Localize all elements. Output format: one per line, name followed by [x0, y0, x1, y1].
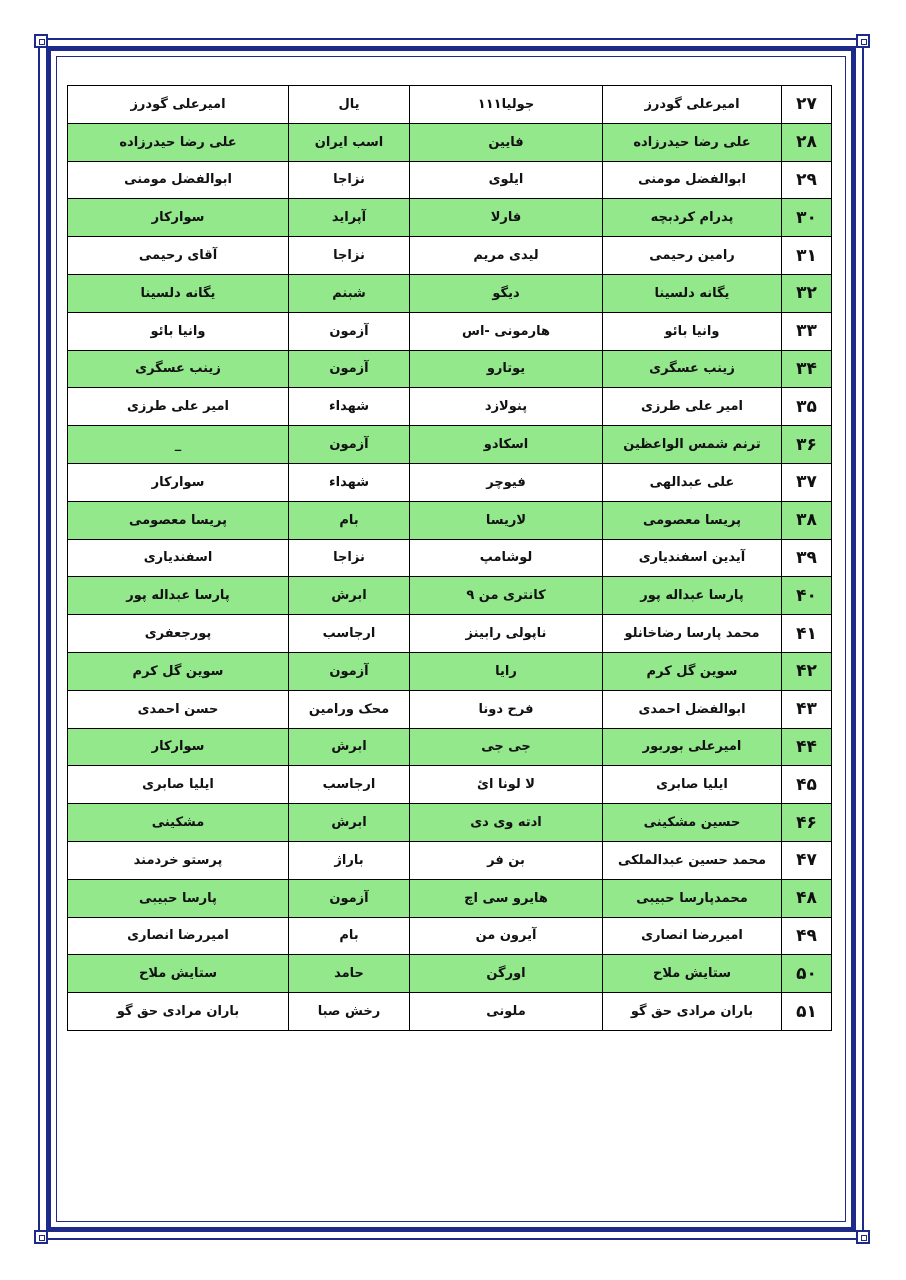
- table-row: [68, 766, 832, 804]
- rider-name: محمد پارسا رضاخانلو: [603, 615, 782, 653]
- table-row: [68, 690, 832, 728]
- club-name: باراژ: [289, 841, 410, 879]
- table-row: [68, 652, 832, 690]
- club-name: رخش صبا: [289, 993, 410, 1031]
- club-name: شهداء: [289, 463, 410, 501]
- owner-name: اسفندیاری: [68, 539, 289, 577]
- row-number: ۳۰: [782, 199, 832, 237]
- table-row: [68, 123, 832, 161]
- table-row: [68, 426, 832, 464]
- owner-name: پارسا حبیبی: [68, 879, 289, 917]
- horse-name: ایلوی: [410, 161, 603, 199]
- table-row: [68, 388, 832, 426]
- rider-name: حسین مشکینی: [603, 804, 782, 842]
- club-name: یال: [289, 86, 410, 124]
- row-number: ۳۵: [782, 388, 832, 426]
- table-row: [68, 615, 832, 653]
- row-number: ۴۷: [782, 841, 832, 879]
- owner-name: سوارکار: [68, 728, 289, 766]
- horse-name: جولیا۱۱۱: [410, 86, 603, 124]
- horse-name: یوتارو: [410, 350, 603, 388]
- club-name: آزمون: [289, 652, 410, 690]
- club-name: بام: [289, 501, 410, 539]
- row-number: ۴۴: [782, 728, 832, 766]
- row-number: ۲۹: [782, 161, 832, 199]
- row-number: ۴۵: [782, 766, 832, 804]
- corner-ornament-bottom-left: [34, 1230, 48, 1244]
- rider-name: محمد حسین عبدالملکی: [603, 841, 782, 879]
- table-row: [68, 804, 832, 842]
- row-number: ۳۳: [782, 312, 832, 350]
- row-number: ۴۱: [782, 615, 832, 653]
- owner-name: امیررضا انصاری: [68, 917, 289, 955]
- horse-name: بن فر: [410, 841, 603, 879]
- club-name: آزمون: [289, 879, 410, 917]
- corner-ornament-top-right: [856, 34, 870, 48]
- row-number: ۳۸: [782, 501, 832, 539]
- rider-name: امیر علی طرزی: [603, 388, 782, 426]
- row-number: ۲۸: [782, 123, 832, 161]
- owner-name: وانیا بائو: [68, 312, 289, 350]
- table-row: [68, 312, 832, 350]
- owner-name: مشکینی: [68, 804, 289, 842]
- table-row: [68, 728, 832, 766]
- owner-name: سوارکار: [68, 199, 289, 237]
- horse-name: اسکادو: [410, 426, 603, 464]
- corner-ornament-bottom-right: [856, 1230, 870, 1244]
- club-name: ارجاسب: [289, 615, 410, 653]
- table-row: [68, 577, 832, 615]
- owner-name: پریسا معصومی: [68, 501, 289, 539]
- club-name: ارجاسب: [289, 766, 410, 804]
- row-number: ۵۰: [782, 955, 832, 993]
- club-name: شبنم: [289, 274, 410, 312]
- row-number: ۴۹: [782, 917, 832, 955]
- row-number: ۲۷: [782, 86, 832, 124]
- club-name: آزمون: [289, 312, 410, 350]
- owner-name: سوین گل کرم: [68, 652, 289, 690]
- rider-name: یگانه دلسینا: [603, 274, 782, 312]
- row-number: ۴۳: [782, 690, 832, 728]
- rider-name: ترنم شمس الواعظین: [603, 426, 782, 464]
- rider-name: ابوالفضل احمدی: [603, 690, 782, 728]
- owner-name: باران مرادی حق گو: [68, 993, 289, 1031]
- owner-name: پرستو خردمند: [68, 841, 289, 879]
- horse-name: لا لونا ائ: [410, 766, 603, 804]
- owner-name: امیرعلی گودرز: [68, 86, 289, 124]
- rider-name: محمدپارسا حبیبی: [603, 879, 782, 917]
- horse-name: لاریسا: [410, 501, 603, 539]
- owner-name: سوارکار: [68, 463, 289, 501]
- table-row: [68, 917, 832, 955]
- horse-name: دیگو: [410, 274, 603, 312]
- row-number: ۴۲: [782, 652, 832, 690]
- table-row: [68, 86, 832, 124]
- rider-name: امیرعلی گودرز: [603, 86, 782, 124]
- row-number: ۳۱: [782, 237, 832, 275]
- rider-name: آیدین اسفندیاری: [603, 539, 782, 577]
- club-name: آزمون: [289, 350, 410, 388]
- rider-name: رامین رحیمی: [603, 237, 782, 275]
- horse-name: ناپولی رابینز: [410, 615, 603, 653]
- rider-name: ایلیا صابری: [603, 766, 782, 804]
- table-row: [68, 539, 832, 577]
- corner-ornament-top-left: [34, 34, 48, 48]
- table-row: [68, 161, 832, 199]
- rider-name: پدرام کردبچه: [603, 199, 782, 237]
- horse-name: پنولازد: [410, 388, 603, 426]
- rider-name: وانیا بائو: [603, 312, 782, 350]
- horse-name: ملونی: [410, 993, 603, 1031]
- club-name: حامد: [289, 955, 410, 993]
- table-row: [68, 199, 832, 237]
- row-number: ۳۴: [782, 350, 832, 388]
- row-number: ۴۸: [782, 879, 832, 917]
- table-row: [68, 237, 832, 275]
- rider-name: سوین گل کرم: [603, 652, 782, 690]
- horse-name: فیوچر: [410, 463, 603, 501]
- club-name: اسب ایران: [289, 123, 410, 161]
- table-row: [68, 501, 832, 539]
- horse-name: جی جی: [410, 728, 603, 766]
- horse-name: هارمونی -اس: [410, 312, 603, 350]
- horse-name: لیدی مریم: [410, 237, 603, 275]
- table-row: [68, 274, 832, 312]
- rider-name: پریسا معصومی: [603, 501, 782, 539]
- owner-name: حسن احمدی: [68, 690, 289, 728]
- club-name: بام: [289, 917, 410, 955]
- participants-table: [67, 85, 832, 1031]
- owner-name: ایلیا صابری: [68, 766, 289, 804]
- owner-name: امیر علی طرزی: [68, 388, 289, 426]
- horse-name: فرح دونا: [410, 690, 603, 728]
- club-name: نزاجا: [289, 237, 410, 275]
- rider-name: امیرعلی بوربور: [603, 728, 782, 766]
- club-name: ابرش: [289, 577, 410, 615]
- rider-name: امیررضا انصاری: [603, 917, 782, 955]
- club-name: ابرش: [289, 804, 410, 842]
- horse-name: آیرون من: [410, 917, 603, 955]
- rider-name: پارسا عبداله پور: [603, 577, 782, 615]
- rider-name: باران مرادی حق گو: [603, 993, 782, 1031]
- horse-name: ادته وی دی: [410, 804, 603, 842]
- table-row: [68, 879, 832, 917]
- horse-name: لوشامپ: [410, 539, 603, 577]
- owner-name: ستایش ملاح: [68, 955, 289, 993]
- owner-name: ابوالفضل مومنی: [68, 161, 289, 199]
- row-number: ۳۹: [782, 539, 832, 577]
- owner-name: یگانه دلسینا: [68, 274, 289, 312]
- owner-name: پارسا عبداله پور: [68, 577, 289, 615]
- table-row: [68, 350, 832, 388]
- row-number: ۳۶: [782, 426, 832, 464]
- club-name: شهداء: [289, 388, 410, 426]
- table-row: [68, 463, 832, 501]
- row-number: ۳۷: [782, 463, 832, 501]
- owner-name: آقای رحیمی: [68, 237, 289, 275]
- row-number: ۳۲: [782, 274, 832, 312]
- rider-name: ستایش ملاح: [603, 955, 782, 993]
- horse-name: فایین: [410, 123, 603, 161]
- table-row: [68, 841, 832, 879]
- table-row: [68, 955, 832, 993]
- owner-name: _: [68, 426, 289, 464]
- horse-name: کانتری من ۹: [410, 577, 603, 615]
- horse-name: اورگن: [410, 955, 603, 993]
- owner-name: زینب عسگری: [68, 350, 289, 388]
- club-name: نزاجا: [289, 539, 410, 577]
- club-name: محک ورامین: [289, 690, 410, 728]
- club-name: نزاجا: [289, 161, 410, 199]
- row-number: ۴۶: [782, 804, 832, 842]
- row-number: ۴۰: [782, 577, 832, 615]
- horse-name: هایرو سی اچ: [410, 879, 603, 917]
- table-row: [68, 993, 832, 1031]
- rider-name: زینب عسگری: [603, 350, 782, 388]
- club-name: آزمون: [289, 426, 410, 464]
- owner-name: پورجعفری: [68, 615, 289, 653]
- club-name: ابرش: [289, 728, 410, 766]
- table-body: [68, 86, 832, 1031]
- rider-name: علی رضا حیدرزاده: [603, 123, 782, 161]
- horse-name: رایا: [410, 652, 603, 690]
- rider-name: ابوالفضل مومنی: [603, 161, 782, 199]
- horse-name: فارلا: [410, 199, 603, 237]
- club-name: آپراید: [289, 199, 410, 237]
- rider-name: علی عبدالهی: [603, 463, 782, 501]
- owner-name: علی رضا حیدرزاده: [68, 123, 289, 161]
- row-number: ۵۱: [782, 993, 832, 1031]
